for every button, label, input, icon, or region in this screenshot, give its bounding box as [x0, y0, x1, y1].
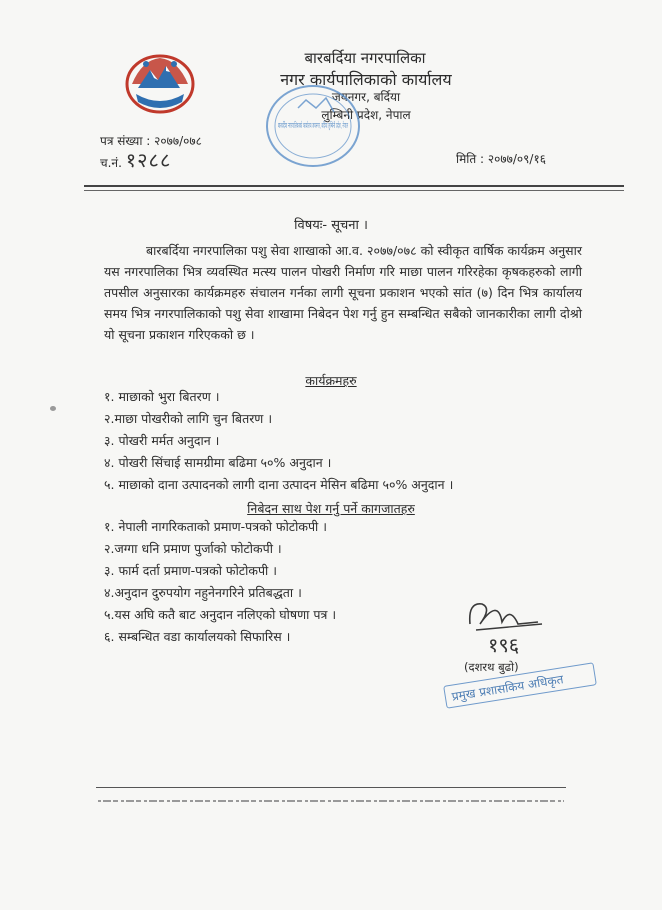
notice-body: बारबर्दिया नगरपालिका पशु सेवा शाखाको आ.व. २०७७/०७८ को स्वीकृत वार्षिक कार्यक्रम अनुसार यस नगरपालिका भित्र व्यवस्थित मत्स्य पालन पोखरी निर्माण गरि माछा पालन गरिरहेका कृषकहरुको लागी तपसील अनुसारका कार्यक्रमहरु संचालन गर्नका लागी सूचना प्रकाशन भएको सांत (७) दिन भित्र कार्यालय समय भित्र नगरपालिकाको पशु सेवा शाखामा निबेदन पेश गर्नु हुन सम्बन्धित सबैको जानकारीका लागी दोश्रो यो सूचना प्रकाशन गरिएकको छ । — [104, 243, 582, 342]
nepal-emblem-icon — [122, 44, 198, 116]
list-item: ५.यस अघि कतै बाट अनुदान नलिएको घोषणा पत्र । — [104, 607, 337, 622]
ref-value: २०७७/०७८ — [154, 134, 202, 148]
office-name: नगर कार्यपालिकाको कार्यालय — [280, 70, 452, 89]
list-item: ३. पोखरी मर्मत अनुदान । — [104, 433, 220, 448]
list-item: ५. माछाको दाना उत्पादनको लागी दाना उत्पादन मेसिन बढिमा ५०% अनुदान । — [104, 477, 454, 492]
documents-title: निबेदन साथ पेश गर्नु पर्ने कागजातहरु — [247, 501, 415, 516]
list-item: १. माछाको भुरा बितरण । — [104, 389, 220, 404]
seal-text: बारबर्दिया नगरपालिकाको कार्यालय जयनगर, बर्दिया लुम्बिनी प्रदेश, नेपाल — [278, 121, 489, 130]
subject-line: विषयः- सूचना । — [294, 218, 368, 233]
office-address: जयनगर, बर्दिया — [331, 90, 401, 104]
chalani-label: च.नं. — [100, 156, 122, 170]
list-item: ३. फार्म दर्ता प्रमाण-पत्रको फोटोकपी । — [104, 563, 277, 578]
programs-list — [104, 386, 564, 496]
header-divider — [84, 185, 624, 187]
office-province: लुम्बिनी प्रदेश, नेपाल — [321, 108, 411, 122]
signature-mark — [458, 594, 548, 664]
footer-divider — [96, 787, 566, 788]
ref-label: पत्र संख्या : — [100, 134, 151, 148]
list-item: २.जग्गा धनि प्रमाण पुर्जाको फोटोकपी । — [104, 541, 282, 556]
list-item: २.माछा पोखरीको लागि चुन बितरण । — [104, 411, 273, 426]
programs-title: कार्यक्रमहरु — [305, 373, 357, 388]
date-label: मिति : — [456, 152, 485, 166]
letter-date — [456, 150, 546, 167]
chalani-value: १२८८ — [125, 148, 172, 172]
officer-title-stamp: प्रमुख प्रशासकिय अधिकृत — [443, 662, 597, 708]
footer-text-strip — [96, 797, 566, 805]
municipality-name: बारबर्दिया नगरपालिका — [304, 49, 426, 67]
date-value: २०७७/०९/१६ — [487, 152, 546, 166]
list-item: ६. सम्बन्धित वडा कार्यालयको सिफारिस । — [104, 629, 291, 644]
scan-speck — [50, 406, 56, 411]
dispatch-number — [100, 146, 171, 173]
signature-number: १९६ — [488, 633, 520, 657]
list-item: ४.अनुदान दुरुपयोग नहुनेनगरिने प्रतिबद्धता । — [104, 585, 302, 600]
header-divider-thin — [84, 190, 624, 191]
signatory-name: (दशरथ बुढो) — [464, 660, 519, 674]
list-item: ४. पोखरी सिंचाई सामग्रीमा बढिमा ५०% अनुदान । — [104, 455, 332, 470]
list-item: १. नेपाली नागरिकताको प्रमाण-पत्रको फोटोकपी । — [104, 519, 327, 534]
